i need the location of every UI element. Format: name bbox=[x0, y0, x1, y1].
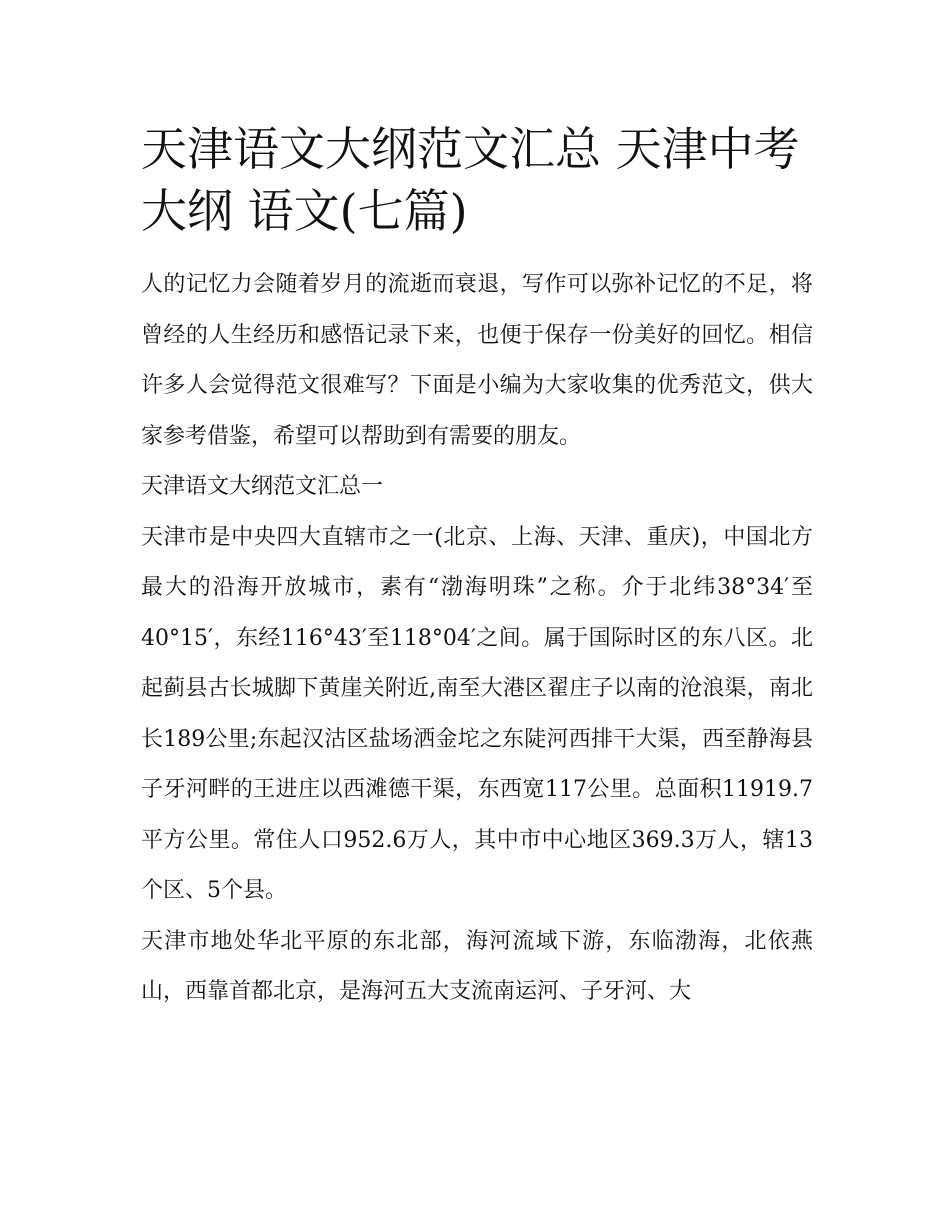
section-heading: 天津语文大纲范文汇总一 bbox=[141, 474, 384, 499]
document-page bbox=[141, 118, 813, 1018]
body-paragraph: 天津市地处华北平原的东北部，海河流域下游，东临渤海，北依燕山，西靠首都北京，是海河五大支流南运河、子牙河、大 bbox=[141, 928, 813, 1004]
document-title: 天津语文大纲范文汇总 天津中考大纲 语文(七篇) bbox=[141, 122, 800, 238]
body-paragraph: 天津市是中央四大直辖市之一(北京、上海、天津、重庆)，中国北方最大的沿海开放城市，素有“渤海明珠”之称。介于北纬38°34′至40°15′，东经116°43′至118°04′之间。属于国际时区的东八区。北起蓟县古长城脚下黄崖关附近,南至大港区翟庄子以南的沧浪渠，南北长189公里;东起汉沽区盐场洒金坨之东陡河西排干大渠，西至静海县子牙河畔的王进庄以西滩德干渠，东西宽117公里。总面积11919.7平方公里。常住人口952.6万人，其中市中心地区369.3万人，辖13个区、5个县。 bbox=[141, 524, 813, 903]
intro-paragraph: 人的记忆力会随着岁月的流逝而衰退，写作可以弥补记忆的不足，将曾经的人生经历和感悟记录下来，也便于保存一份美好的回忆。相信许多人会觉得范文很难写？下面是小编为大家收集的优秀范文，供大家参考借鉴，希望可以帮助到有需要的朋友。 bbox=[141, 272, 813, 449]
